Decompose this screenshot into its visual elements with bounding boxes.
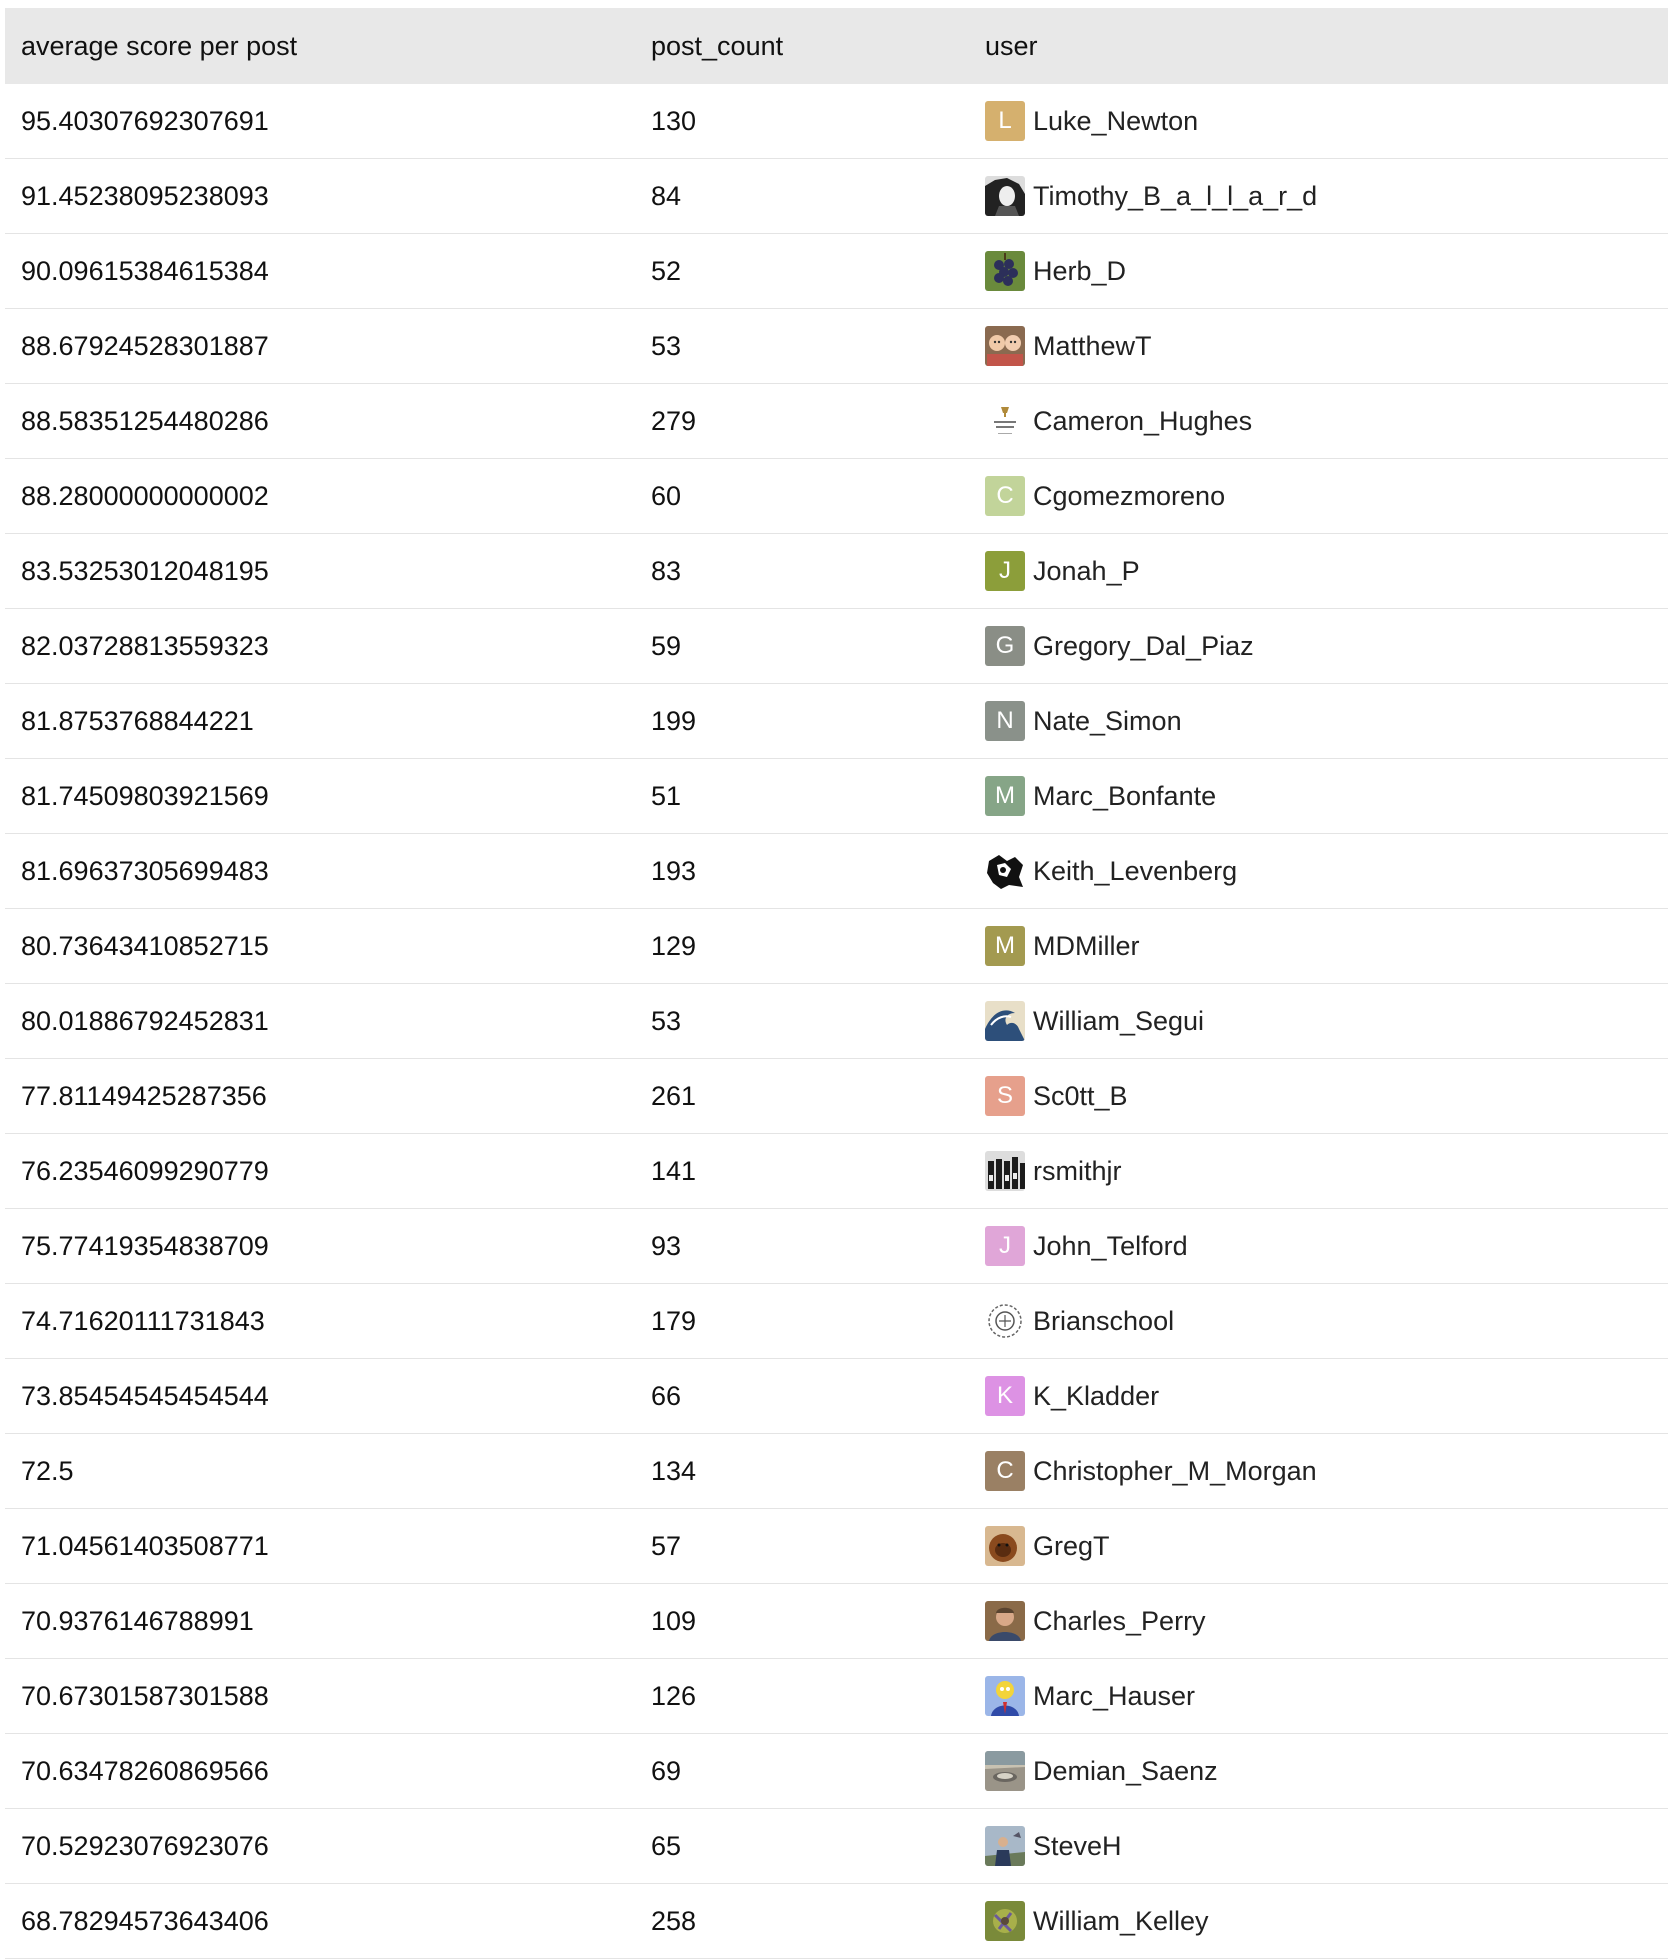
username[interactable]: Marc_Hauser	[1033, 1680, 1196, 1711]
table-row	[5, 384, 1668, 459]
post-count-cell: 141	[635, 1134, 969, 1209]
username[interactable]: Gregory_Dal_Piaz	[1033, 630, 1254, 661]
user-link[interactable]	[985, 1451, 1668, 1491]
user-link[interactable]	[985, 1376, 1668, 1416]
post-count-cell: 60	[635, 459, 969, 534]
average-score-cell: 70.9376146788991	[5, 1584, 635, 1659]
username[interactable]: William_Segui	[1033, 1005, 1205, 1036]
table-row	[5, 609, 1668, 684]
user-cell	[969, 1884, 1668, 1959]
avatar-initial: L	[998, 107, 1012, 134]
post-count-cell: 84	[635, 159, 969, 234]
user-avatar-bw-graphic[interactable]	[985, 851, 1025, 891]
user-cell	[969, 1434, 1668, 1509]
user-avatar-cartoon-character[interactable]	[985, 1676, 1025, 1716]
user-cell	[969, 1809, 1668, 1884]
username[interactable]: Keith_Levenberg	[1033, 855, 1238, 886]
table-row	[5, 459, 1668, 534]
table-row	[5, 534, 1668, 609]
user-avatar-holy-grail-logo[interactable]	[985, 401, 1025, 441]
username[interactable]: MDMiller	[1033, 930, 1140, 961]
username[interactable]: MatthewT	[1033, 330, 1152, 361]
user-avatar[interactable]	[985, 1451, 1025, 1491]
user-cell	[969, 234, 1668, 309]
post-count-cell: 83	[635, 534, 969, 609]
user-avatar-great-wave[interactable]	[985, 1001, 1025, 1041]
table-row	[5, 1209, 1668, 1284]
average-score-cell: 68.78294573643406	[5, 1884, 635, 1959]
username[interactable]: William_Kelley	[1033, 1905, 1209, 1936]
avatar-initial: M	[995, 932, 1015, 959]
user-avatar[interactable]	[985, 926, 1025, 966]
average-score-cell: 88.28000000000002	[5, 459, 635, 534]
user-avatar-person-outdoors[interactable]	[985, 1826, 1025, 1866]
user-cell	[969, 534, 1668, 609]
post-count-cell: 53	[635, 309, 969, 384]
user-cell	[969, 1209, 1668, 1284]
user-link[interactable]	[985, 401, 1668, 441]
average-score-cell: 82.03728813559323	[5, 609, 635, 684]
table-row	[5, 1659, 1668, 1734]
user-cell	[969, 834, 1668, 909]
table-row	[5, 309, 1668, 384]
post-count-cell: 129	[635, 909, 969, 984]
average-score-cell: 81.69637305699483	[5, 834, 635, 909]
average-score-cell: 83.53253012048195	[5, 534, 635, 609]
post-count-cell: 179	[635, 1284, 969, 1359]
username[interactable]: SteveH	[1033, 1830, 1122, 1861]
avatar-initial: K	[996, 1382, 1013, 1409]
username[interactable]: Brianschool	[1033, 1305, 1175, 1336]
user-avatar[interactable]	[985, 101, 1025, 141]
table-row	[5, 1284, 1668, 1359]
user-cell	[969, 909, 1668, 984]
avatar-initial: J	[999, 557, 1011, 584]
table-row	[5, 1734, 1668, 1809]
post-count-cell: 65	[635, 1809, 969, 1884]
user-cell	[969, 459, 1668, 534]
average-score-cell: 80.73643410852715	[5, 909, 635, 984]
user-cell	[969, 309, 1668, 384]
avatar-initial: J	[999, 1232, 1011, 1259]
post-count-cell: 279	[635, 384, 969, 459]
post-count-cell: 52	[635, 234, 969, 309]
post-count-cell: 258	[635, 1884, 969, 1959]
avatar-initial: G	[995, 632, 1015, 659]
user-avatar-man-portrait[interactable]	[985, 1601, 1025, 1641]
average-score-cell: 88.58351254480286	[5, 384, 635, 459]
post-count-cell: 59	[635, 609, 969, 684]
user-link[interactable]	[985, 476, 1668, 516]
post-count-cell: 130	[635, 84, 969, 159]
user-cell	[969, 1284, 1668, 1359]
user-link[interactable]	[985, 851, 1668, 891]
username[interactable]: Cgomezmoreno	[1033, 480, 1226, 511]
user-link[interactable]	[985, 776, 1668, 816]
post-count-cell: 134	[635, 1434, 969, 1509]
user-avatar[interactable]	[985, 551, 1025, 591]
user-avatar[interactable]	[985, 1076, 1025, 1116]
average-score-cell: 91.45238095238093	[5, 159, 635, 234]
user-cell	[969, 1734, 1668, 1809]
average-score-cell: 70.63478260869566	[5, 1734, 635, 1809]
average-score-cell: 71.04561403508771	[5, 1509, 635, 1584]
username[interactable]: Timothy_B_a_l_l_a_r_d	[1033, 180, 1318, 211]
user-cell	[969, 684, 1668, 759]
user-link[interactable]	[985, 1001, 1668, 1041]
user-link[interactable]	[985, 626, 1668, 666]
average-score-cell: 74.71620111731843	[5, 1284, 635, 1359]
post-count-cell: 69	[635, 1734, 969, 1809]
average-score-cell: 81.74509803921569	[5, 759, 635, 834]
average-score-cell: 95.40307692307691	[5, 84, 635, 159]
table-row	[5, 1059, 1668, 1134]
table-row	[5, 684, 1668, 759]
user-link[interactable]	[985, 176, 1668, 216]
average-score-cell: 76.23546099290779	[5, 1134, 635, 1209]
table-row	[5, 1434, 1668, 1509]
user-avatar-portrait-bw[interactable]	[985, 176, 1025, 216]
user-link[interactable]	[985, 1601, 1668, 1641]
user-cell	[969, 1584, 1668, 1659]
avatar-initial: N	[996, 707, 1014, 734]
post-count-cell: 199	[635, 684, 969, 759]
user-link[interactable]	[985, 1151, 1668, 1191]
username[interactable]: Cameron_Hughes	[1033, 405, 1253, 436]
user-avatar[interactable]	[985, 701, 1025, 741]
username[interactable]: Demian_Saenz	[1033, 1755, 1218, 1786]
average-score-cell: 75.77419354838709	[5, 1209, 635, 1284]
post-count-cell: 193	[635, 834, 969, 909]
user-avatar-grapes[interactable]	[985, 251, 1025, 291]
user-cell	[969, 84, 1668, 159]
post-count-cell: 109	[635, 1584, 969, 1659]
username[interactable]: Charles_Perry	[1033, 1605, 1206, 1636]
table-row	[5, 834, 1668, 909]
average-score-cell: 73.85454545454544	[5, 1359, 635, 1434]
user-cell	[969, 1059, 1668, 1134]
user-link[interactable]	[985, 1901, 1668, 1941]
user-link[interactable]	[985, 101, 1668, 141]
user-link[interactable]	[985, 1301, 1668, 1341]
username[interactable]: Sc0tt_B	[1033, 1080, 1128, 1111]
username[interactable]: Nate_Simon	[1033, 705, 1182, 736]
username[interactable]: Herb_D	[1033, 255, 1127, 286]
average-score-cell: 81.8753768844221	[5, 684, 635, 759]
avatar-initial: C	[996, 482, 1014, 509]
post-count-cell: 51	[635, 759, 969, 834]
table-row	[5, 759, 1668, 834]
user-cell	[969, 1509, 1668, 1584]
user-link[interactable]	[985, 1076, 1668, 1116]
average-score-cell: 90.09615384615384	[5, 234, 635, 309]
post-count-cell: 261	[635, 1059, 969, 1134]
user-link[interactable]	[985, 551, 1668, 591]
header-row	[5, 8, 1668, 84]
average-score-cell: 70.67301587301588	[5, 1659, 635, 1734]
user-link[interactable]	[985, 1826, 1668, 1866]
user-avatar-green-photo[interactable]	[985, 1901, 1025, 1941]
user-cell	[969, 1659, 1668, 1734]
username[interactable]: Marc_Bonfante	[1033, 780, 1217, 811]
avatar-initial: S	[996, 1082, 1013, 1109]
user-link[interactable]	[985, 1226, 1668, 1266]
user-cell	[969, 1134, 1668, 1209]
username[interactable]: rsmithjr	[1033, 1155, 1122, 1186]
user-cell	[969, 1359, 1668, 1434]
user-cell	[969, 759, 1668, 834]
user-link[interactable]	[985, 926, 1668, 966]
table-row	[5, 1359, 1668, 1434]
table-row	[5, 909, 1668, 984]
column-header-post-count[interactable]: post_count	[635, 8, 969, 84]
username[interactable]: Luke_Newton	[1033, 105, 1199, 136]
table-row	[5, 234, 1668, 309]
username[interactable]: Christopher_M_Morgan	[1033, 1455, 1317, 1486]
user-avatar-round-seal[interactable]	[985, 1301, 1025, 1341]
user-avatar[interactable]	[985, 1376, 1025, 1416]
avatar-initial: C	[996, 1457, 1014, 1484]
username[interactable]: John_Telford	[1033, 1230, 1188, 1261]
table-row	[5, 1809, 1668, 1884]
table-row	[5, 1509, 1668, 1584]
user-avatar[interactable]	[985, 1226, 1025, 1266]
user-cell	[969, 384, 1668, 459]
user-link[interactable]	[985, 1676, 1668, 1716]
user-avatar[interactable]	[985, 476, 1025, 516]
post-count-cell: 53	[635, 984, 969, 1059]
post-count-cell: 57	[635, 1509, 969, 1584]
column-header-average-score[interactable]: average score per post	[5, 8, 635, 84]
user-link[interactable]	[985, 326, 1668, 366]
column-header-user[interactable]: user	[969, 8, 1668, 84]
average-score-cell: 88.67924528301887	[5, 309, 635, 384]
user-avatar-wine-bottles[interactable]	[985, 1151, 1025, 1191]
post-count-cell: 66	[635, 1359, 969, 1434]
average-score-cell: 77.81149425287356	[5, 1059, 635, 1134]
user-avatar[interactable]	[985, 626, 1025, 666]
user-avatar[interactable]	[985, 776, 1025, 816]
user-link[interactable]	[985, 251, 1668, 291]
table-row	[5, 1134, 1668, 1209]
table-row	[5, 1884, 1668, 1959]
table-row	[5, 84, 1668, 159]
average-score-cell: 72.5	[5, 1434, 635, 1509]
table-row	[5, 159, 1668, 234]
user-cell	[969, 159, 1668, 234]
table-row	[5, 984, 1668, 1059]
user-avatar-orangutan[interactable]	[985, 1526, 1025, 1566]
table-row	[5, 1584, 1668, 1659]
username[interactable]: K_Kladder	[1033, 1380, 1160, 1411]
results-table	[5, 8, 1668, 1959]
user-link[interactable]	[985, 701, 1668, 741]
user-link[interactable]	[985, 1526, 1668, 1566]
username[interactable]: GregT	[1033, 1530, 1110, 1561]
user-avatar-two-kids[interactable]	[985, 326, 1025, 366]
post-count-cell: 126	[635, 1659, 969, 1734]
user-avatar-landscape[interactable]	[985, 1751, 1025, 1791]
post-count-cell: 93	[635, 1209, 969, 1284]
average-score-cell: 80.01886792452831	[5, 984, 635, 1059]
avatar-initial: M	[995, 782, 1015, 809]
user-link[interactable]	[985, 1751, 1668, 1791]
user-cell	[969, 609, 1668, 684]
user-cell	[969, 984, 1668, 1059]
average-score-cell: 70.52923076923076	[5, 1809, 635, 1884]
username[interactable]: Jonah_P	[1033, 555, 1140, 586]
